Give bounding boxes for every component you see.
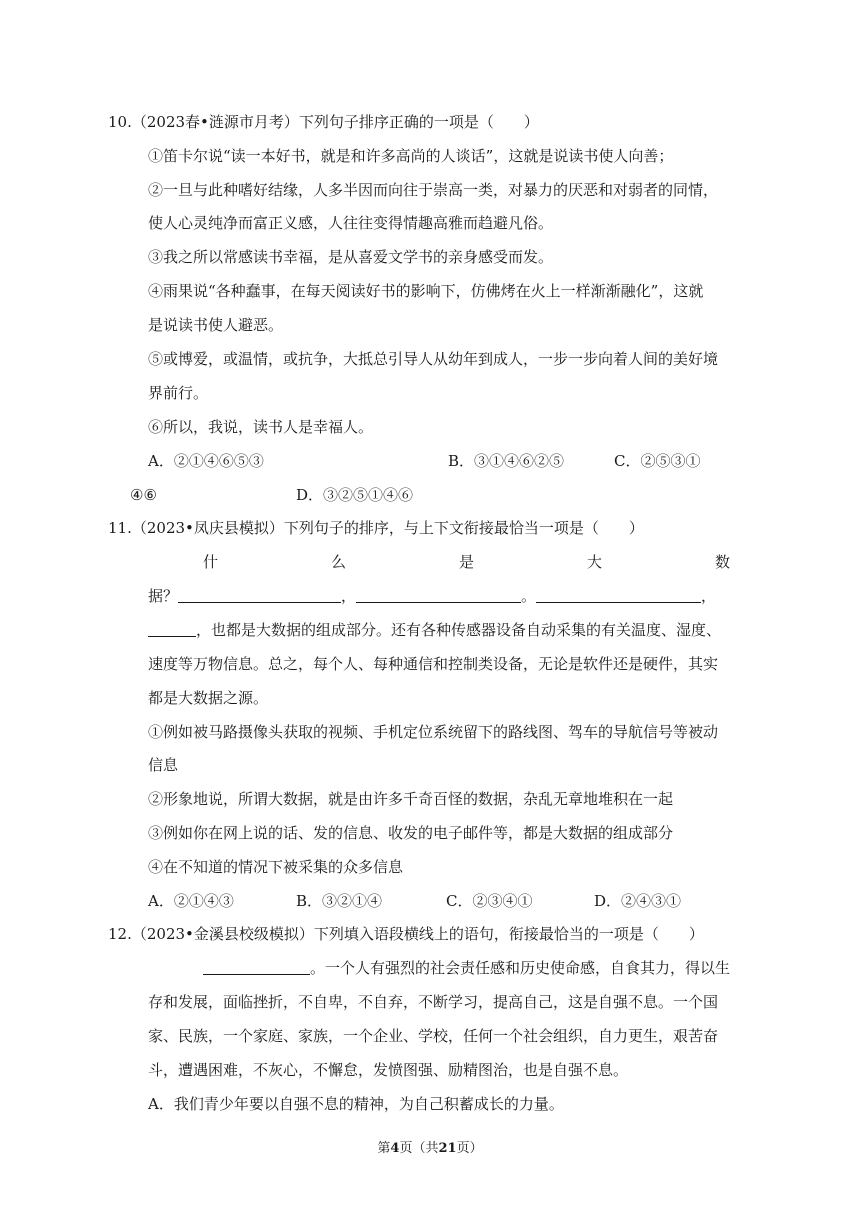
question-11-stem: 11.（2023•凤庆县模拟）下列句子的排序，与上下文衔接最恰当一项是（ ） xyxy=(108,519,644,537)
q11-punct-3: ， xyxy=(701,587,717,605)
footer-prefix: 第 xyxy=(377,1141,391,1156)
q11-passage-char-5: 数 xyxy=(715,553,731,571)
q11-blank-2 xyxy=(356,588,521,603)
q11-option-b: B．③②①④ xyxy=(296,892,383,910)
footer-total-pages: 21 xyxy=(438,1141,457,1156)
q11-passage-char-3: 是 xyxy=(459,553,475,571)
q10-sentence-2-line-2: 使人心灵纯净而富正义感，人往往变得情趣高雅而趋避凡俗。 xyxy=(148,214,554,232)
q10-sentence-4-line-2: 是说读书使人避恶。 xyxy=(148,316,284,334)
q12-passage-line-1-text: 。一个人有强烈的社会责任感和历史使命感，自食其力，得以生 xyxy=(310,959,731,977)
q10-sentence-5-line-1: ⑤或博爱，或温情，或抗争，大抵总引导人从幼年到成人，一步一步向着人间的美好境 xyxy=(148,350,719,368)
q12-option-a: A．我们青少年要以自强不息的精神，为自己积蓄成长的力量。 xyxy=(148,1095,564,1113)
q11-passage-char-2: 么 xyxy=(331,553,347,571)
q12-passage-line-1 xyxy=(203,958,730,978)
footer-page-number: 4 xyxy=(390,1141,400,1156)
q11-passage-char-4: 大 xyxy=(587,553,603,571)
question-12-stem: 12.（2023•金溪县校级模拟）下列填入语段横线上的语句，衔接最恰当的一项是（ ） xyxy=(108,925,704,943)
q10-option-b: B．③①④⑥②⑤ xyxy=(448,452,565,470)
footer-suffix: 页） xyxy=(456,1141,483,1156)
q11-sentence-1-line-1: ①例如被马路摄像头获取的视频、手机定位系统留下的路线图、驾车的导航信号等被动 xyxy=(148,723,719,741)
q11-punct-2: 。 xyxy=(521,587,537,605)
q10-sentence-3: ③我之所以常感读书幸福，是从喜爱文学书的亲身感受而发。 xyxy=(148,248,554,266)
q11-blank-4 xyxy=(148,622,196,637)
q11-punct-1: ， xyxy=(341,587,357,605)
q10-option-c: C．②⑤③① xyxy=(614,452,701,470)
q12-blank xyxy=(203,960,310,975)
q11-passage-char-1: 什 xyxy=(203,553,219,571)
q10-option-d: D．③②⑤①④⑥ xyxy=(296,486,414,504)
q11-sentence-3: ③例如你在网上说的话、发的信息、收发的电子邮件等，都是大数据的组成部分 xyxy=(148,824,674,842)
q12-passage-line-4: 斗，遭遇困难，不灰心，不懈怠，发愤图强、励精图治，也是自强不息。 xyxy=(148,1061,629,1079)
q11-sentence-2: ②形象地说，所谓大数据，就是由许多千奇百怪的数据，杂乱无章地堆积在一起 xyxy=(148,790,674,808)
q11-sentence-1-line-2: 信息 xyxy=(148,756,179,774)
q12-passage-line-2: 存和发展，面临挫折，不自卑，不自弃，不断学习，提高自己，这是自强不息。一个国 xyxy=(148,993,719,1011)
q11-sentence-4: ④在不知道的情况下被采集的众多信息 xyxy=(148,858,404,876)
q11-passage-word: 据？ xyxy=(148,587,179,605)
q10-sentence-6: ⑥所以，我说，读书人是幸福人。 xyxy=(148,418,374,436)
q11-blank-3 xyxy=(536,588,701,603)
q11-passage-line-2-text: ，也都是大数据的组成部分。还有各种传感器设备自动采集的有关温度、湿度、 xyxy=(196,621,722,639)
footer-middle: 页（共 xyxy=(399,1141,439,1156)
q10-sentence-5-line-2: 界前行。 xyxy=(148,384,209,402)
q10-sentence-2-line-1: ②一旦与此种嗜好结缘，人多半因而向往于崇高一类，对暴力的厌恶和对弱者的同情， xyxy=(148,181,719,199)
q11-option-d: D．②④③① xyxy=(594,892,682,910)
q11-passage-line-4: 都是大数据之源。 xyxy=(148,689,269,707)
q10-option-a: A．②①④⑥⑤③ xyxy=(148,452,264,470)
q11-passage-line-3: 速度等万物信息。总之，每个人、每种通信和控制类设备，无论是软件还是硬件，其实 xyxy=(148,655,719,673)
q12-passage-line-3: 家、民族，一个家庭、家族，一个企业、学校，任何一个社会组织，自力更生，艰苦奋 xyxy=(148,1027,719,1045)
q11-passage-line-2 xyxy=(148,620,721,640)
q11-blank-1 xyxy=(178,588,341,603)
page-footer xyxy=(0,1140,860,1158)
q10-sentence-1: ①笛卡尔说“读一本好书，就是和许多高尚的人谈话”，这就是说读书使人向善； xyxy=(148,147,674,165)
question-10-stem: 10.（2023春•涟源市月考）下列句子排序正确的一项是（ ） xyxy=(108,113,539,131)
q11-passage-line-1 xyxy=(148,586,716,606)
q11-option-c: C．②③④① xyxy=(446,892,533,910)
q10-option-c-continued: ④⑥ xyxy=(130,486,157,504)
q10-sentence-4-line-1: ④雨果说“各种蠢事，在每天阅读好书的影响下，仿佛烤在火上一样渐渐融化”，这就 xyxy=(148,282,704,300)
q11-option-a: A．②①④③ xyxy=(148,892,234,910)
